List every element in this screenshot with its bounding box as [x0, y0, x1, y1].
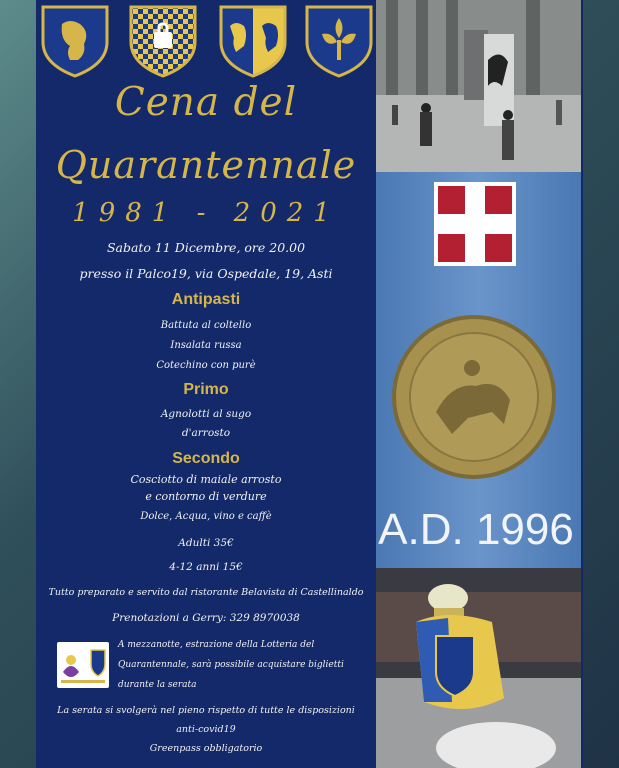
historic-parade-photo — [376, 0, 581, 172]
menu-item: Battuta al coltello — [160, 320, 252, 331]
menu-item: e contorno di verdure — [145, 490, 267, 503]
menu-item: d'arrosto — [181, 427, 231, 439]
seal-icon — [394, 317, 554, 477]
fleur-shield-icon — [304, 4, 374, 78]
years: 1981 - 2021 — [72, 198, 340, 228]
lottery-line: A mezzanotte, estrazione della Lotteria del — [118, 640, 315, 650]
menu-item: Cotechino con purè — [156, 360, 256, 371]
caterer-line: Tutto preparato e servito dal ristorante Belavista di Castellinaldo — [48, 587, 364, 598]
title-line-2: Quarantennale — [55, 143, 357, 187]
date-line: Sabato 11 Dicembre, ore 20.00 — [106, 240, 306, 255]
shields-row — [38, 4, 374, 82]
jockey-photo — [376, 568, 581, 768]
rules-line: anti-covid19 — [176, 724, 236, 735]
lottery-line: durante la serata — [118, 680, 197, 690]
menu-item: Insalata russa — [170, 340, 242, 351]
blue-banner — [376, 172, 581, 568]
section-antipasti-heading: Antipasti — [171, 291, 241, 308]
menu-item: Agnolotti al sugo — [160, 408, 252, 420]
title-line-1: Cena del — [114, 80, 298, 125]
savoy-cross-icon — [434, 182, 516, 266]
section-secondo-heading: Secondo — [172, 450, 240, 467]
section-primo-heading: Primo — [183, 381, 229, 398]
place-line: presso il Palco19, via Ospedale, 19, Asti — [79, 266, 333, 281]
lottery-line: Quarantennale, sarà possibile acquistare biglietti — [118, 660, 344, 670]
checkered-shield-icon — [128, 4, 198, 78]
lottery-logo — [57, 642, 109, 688]
lion-shield-icon — [40, 4, 110, 78]
booking-line: Prenotazioni a Gerry: 329 8970038 — [112, 612, 300, 624]
menu-item: Dolce, Acqua, vino e caffè — [140, 511, 272, 522]
rules-line: Greenpass obbligatorio — [149, 743, 263, 754]
two-lions-shield-icon — [218, 4, 288, 78]
rules-line: La serata si svolgerà nel pieno rispetto di tutte le disposizioni — [57, 705, 355, 716]
price-kids: 4-12 anni 15€ — [169, 561, 243, 573]
banner-text: A.D. 1996 — [378, 505, 574, 554]
price-adults: Adulti 35€ — [178, 537, 234, 549]
menu-item: Cosciotto di maiale arrosto — [130, 473, 282, 486]
